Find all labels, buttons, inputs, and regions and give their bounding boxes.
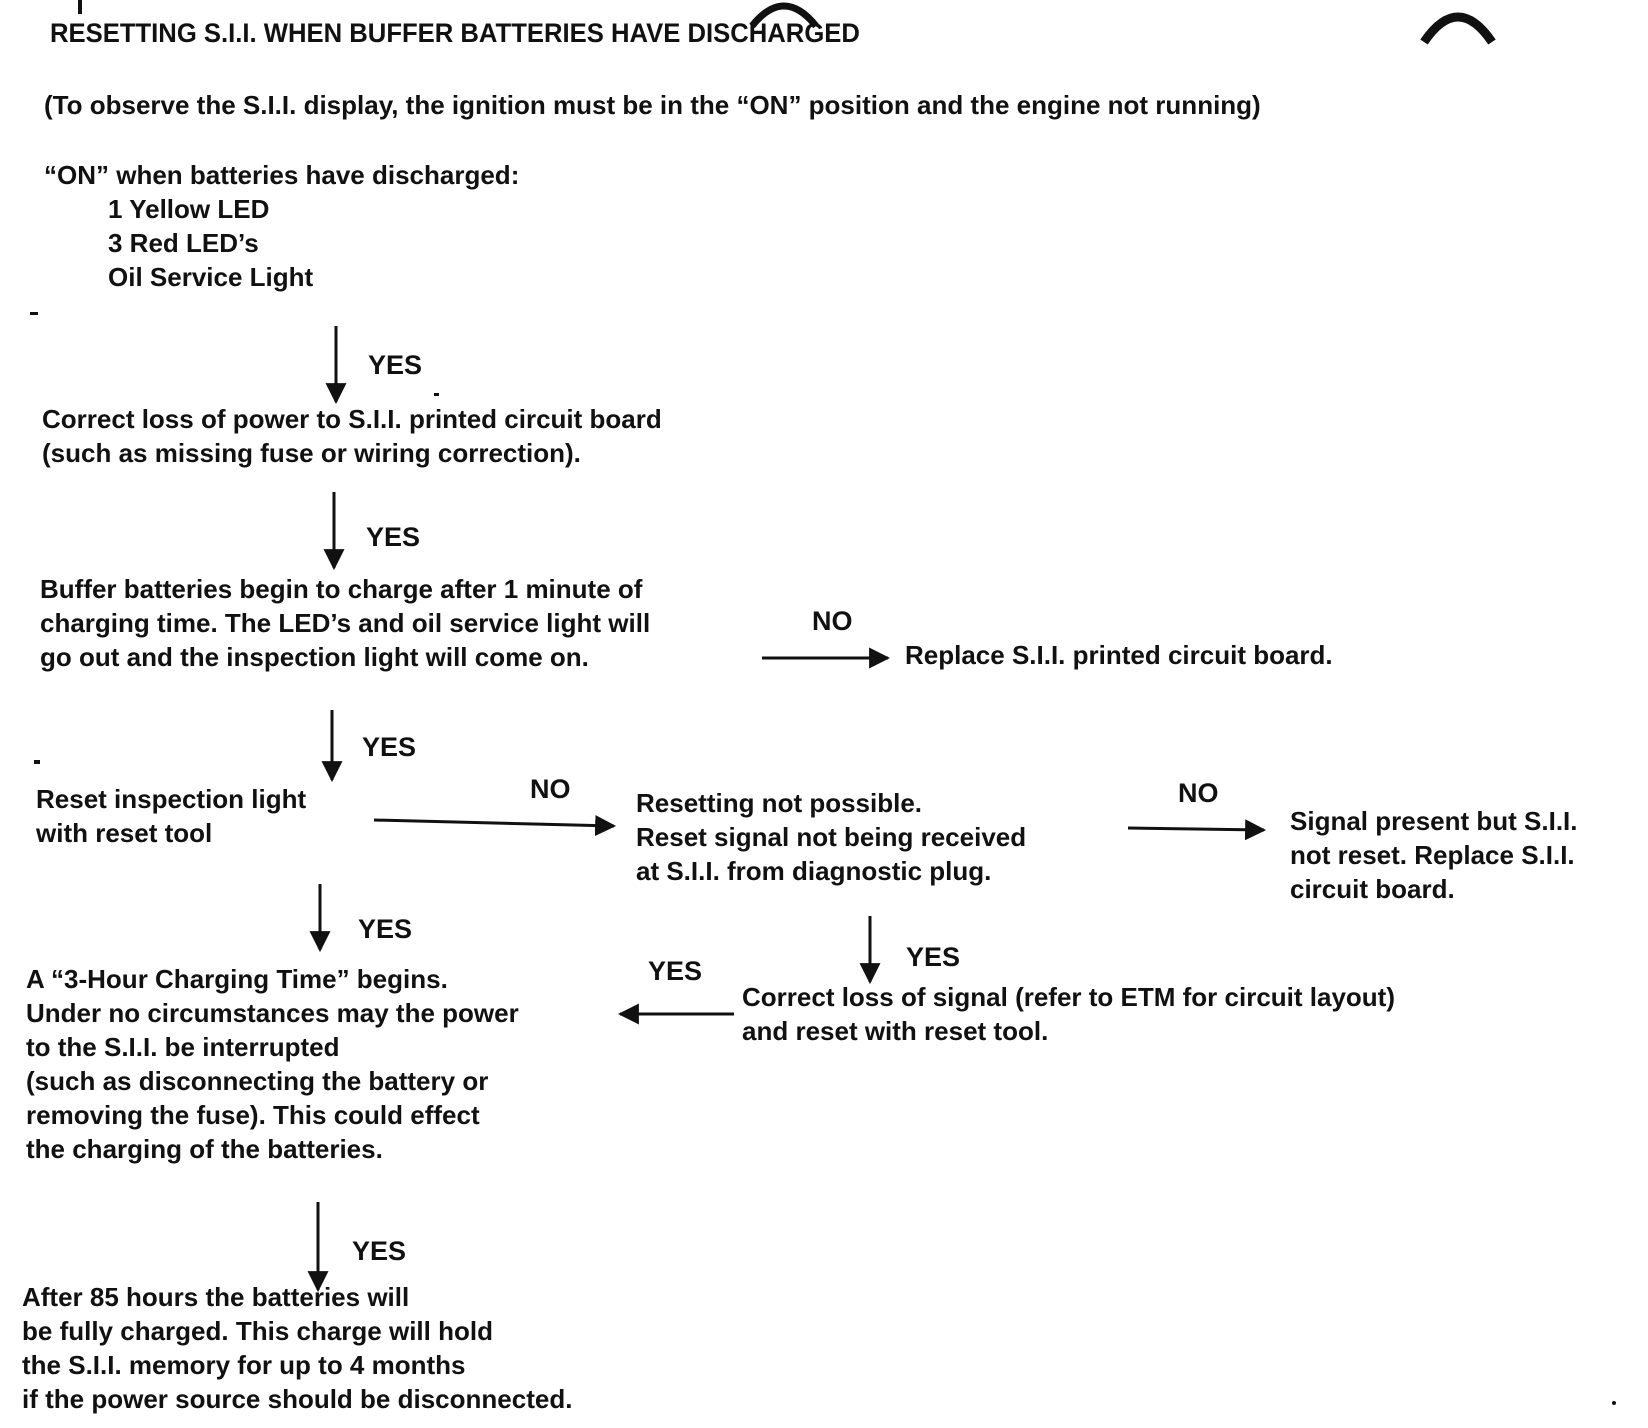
scan-speck — [78, 0, 82, 14]
yes-label: YES — [648, 956, 703, 986]
step-line: Buffer batteries begin to charge after 1 minute of — [40, 574, 643, 604]
step-line: be fully charged. This charge will hold — [22, 1316, 493, 1346]
step-line: at S.I.I. from diagnostic plug. — [636, 856, 992, 886]
step-line: if the power source should be disconnected. — [22, 1384, 573, 1414]
step-line: Signal present but S.I.I. — [1290, 806, 1578, 836]
step-line: circuit board. — [1290, 874, 1455, 904]
step-line: Reset signal not being received — [636, 822, 1027, 852]
start-item: Oil Service Light — [108, 262, 314, 292]
arrow-right — [374, 820, 614, 826]
yes-label: YES — [906, 942, 961, 972]
step-line: the charging of the batteries. — [26, 1134, 383, 1164]
step-line: the S.I.I. memory for up to 4 months — [22, 1350, 466, 1380]
scan-speck — [1612, 1401, 1616, 1405]
page-title: RESETTING S.I.I. WHEN BUFFER BATTERIES HAVE DISCHARGED — [50, 18, 860, 48]
start-heading: “ON” when batteries have discharged: — [44, 160, 520, 190]
no-label: NO — [530, 774, 571, 804]
yes-label: YES — [358, 914, 413, 944]
step-line: and reset with reset tool. — [742, 1016, 1049, 1046]
step-line: Under no circumstances may the power — [26, 998, 519, 1028]
step-line: not reset. Replace S.I.I. — [1290, 840, 1575, 870]
step-line: removing the fuse). This could effect — [26, 1100, 480, 1130]
intro-note: (To observe the S.I.I. display, the ignition must be in the “ON” position and the engine not running) — [44, 90, 1261, 120]
start-item: 3 Red LED’s — [108, 228, 259, 258]
step-line: to the S.I.I. be interrupted — [26, 1032, 340, 1062]
scan-speck — [34, 760, 40, 764]
no-label: NO — [812, 606, 853, 636]
step-line: Reset inspection light — [36, 784, 307, 814]
step-line: go out and the inspection light will come on. — [40, 642, 589, 672]
step-line: Replace S.I.I. printed circuit board. — [905, 640, 1333, 670]
step-line: (such as disconnecting the battery or — [26, 1066, 489, 1096]
start-item: 1 Yellow LED — [108, 194, 270, 224]
yes-label: YES — [366, 522, 421, 552]
step-line: Resetting not possible. — [636, 788, 923, 818]
yes-label: YES — [352, 1236, 407, 1266]
step-line: Correct loss of signal (refer to ETM for circuit layout) — [742, 982, 1395, 1012]
yes-label: YES — [368, 350, 423, 380]
step-line: (such as missing fuse or wiring correction). — [42, 438, 581, 468]
no-label: NO — [1178, 778, 1219, 808]
step-line: After 85 hours the batteries will — [22, 1282, 410, 1312]
yes-label: YES — [362, 732, 417, 762]
step-line: with reset tool — [36, 818, 213, 848]
scan-speck — [434, 393, 439, 396]
step-line: Correct loss of power to S.I.I. printed circuit board — [42, 404, 662, 434]
scan-speck — [30, 312, 38, 315]
step-line: A “3-Hour Charging Time” begins. — [26, 964, 448, 994]
arrow-right — [1128, 828, 1264, 830]
step-line: charging time. The LED’s and oil service light will — [40, 608, 651, 638]
